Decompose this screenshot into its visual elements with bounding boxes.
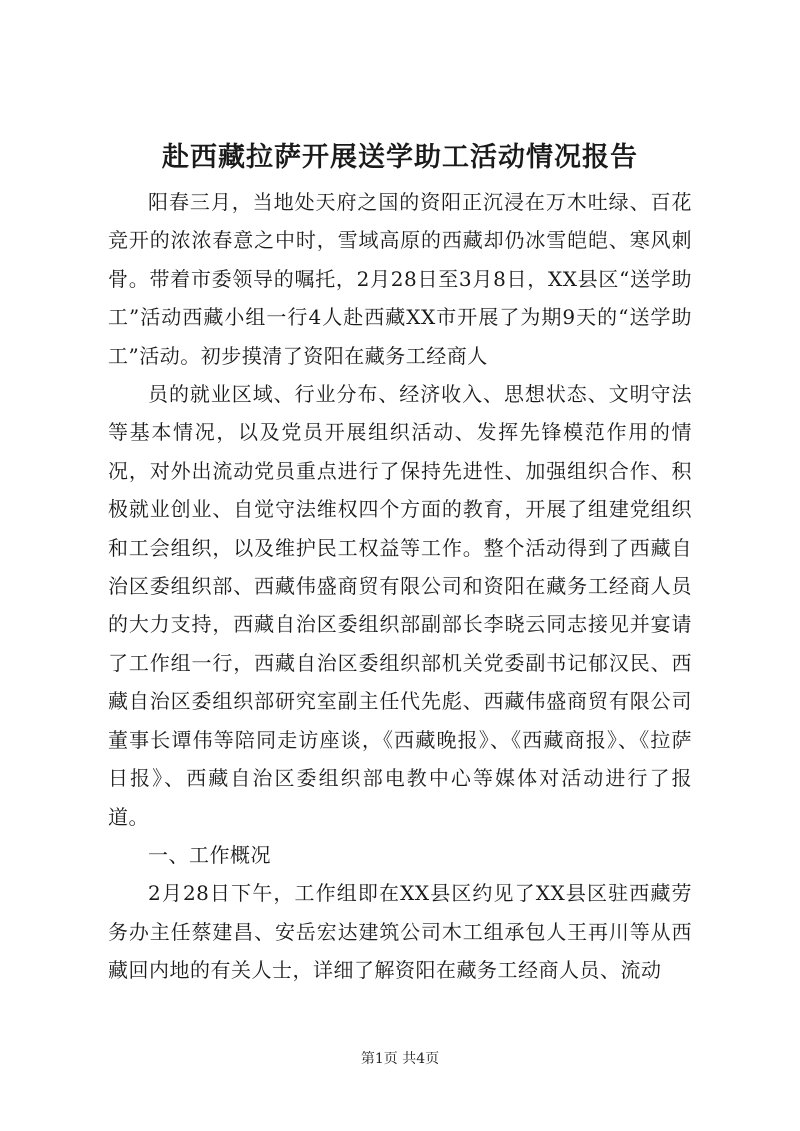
- paragraph-intro: 阳春三月，当地处天府之国的资阳正沉浸在万木吐绿、百花竞开的浓浓春意之中时，雪域高原的西藏却仍冰雪皑皑、寒风刺骨。带着市委领导的嘱托，2月28日至3月8日，XX县区“送学助工”活动西藏小组一行4人赴西藏XX市开展了为期9天的“送学助工”活动。初步摸清了资阳在藏务工经商人: [108, 190, 692, 368]
- document-title: 赴西藏拉萨开展送学助工活动情况报告: [162, 142, 638, 173]
- section-heading-work-overview: 一、工作概况: [148, 842, 271, 867]
- page-number-footer: 第1页 共4页: [360, 1051, 440, 1067]
- paragraph-details: 员的就业区域、行业分布、经济收入、思想状态、文明守法等基本情况，以及党员开展组织活动、发挥先锋模范作用的情况，对外出流动党员重点进行了保持先进性、加强组织合作、积极就业创业、自觉守法维权四个方面的教育，开展了组建党组织和工会组织，以及维护民工权益等工作。整个活动得到了西藏自治区委组织部、西藏伟盛商贸有限公司和资阳在藏务工经商人员的大力支持，西藏自治区委组织部副部长李晓云同志接见并宴请了工作组一行，西藏自治区委组织部机关党委副书记郁汉民、西藏自治区委组织部研究室副主任代先彪、西藏伟盛商贸有限公司董事长谭伟等陪同走访座谈，《西藏晚报》、《西藏商报》、《拉萨日报》、西藏自治区委组织部电教中心等媒体对活动进行了报道。: [108, 382, 692, 829]
- paragraph-work-overview: 2月28日下午，工作组即在XX县区约见了XX县区驻西藏劳务办主任蔡建昌、安岳宏达建筑公司木工组承包人王再川等从西藏回内地的有关人士，详细了解资阳在藏务工经商人员、流动: [108, 881, 692, 983]
- document-body: [108, 183, 692, 990]
